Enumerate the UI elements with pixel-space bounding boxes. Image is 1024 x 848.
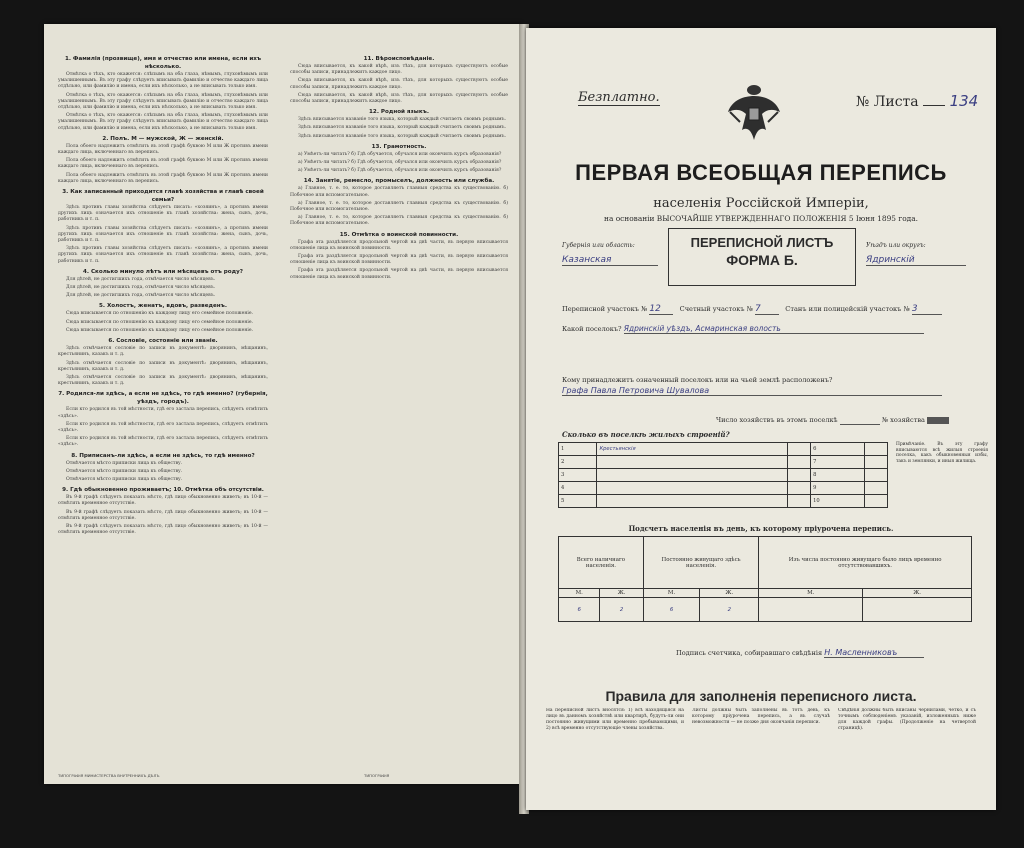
instruction-heading: 2. Полъ. М — мужской, Ж — женскій.: [102, 135, 224, 142]
dwelling-blank: [864, 495, 887, 508]
counter-value: Н. Масленниковъ: [824, 648, 924, 658]
instructions-column-right: [290, 52, 508, 772]
rules-title: Правила для заполненія переписного листа.: [605, 688, 917, 704]
gubernia-value: Казанская: [562, 255, 658, 266]
settlement-value: Ядринскій уѣздъ, Асмаринская волость: [624, 324, 924, 334]
district-row: [562, 304, 982, 315]
instruction-heading: 13. Грамотность.: [371, 143, 427, 150]
police-value: 3: [912, 304, 942, 315]
pop-total-m: 6: [559, 598, 600, 622]
printer-footer-right: ТИПОГРАФІЯ: [364, 773, 390, 778]
instruction-heading: 7. Родился-ли здѣсь, а если не здѣсь, то гдѣ именно? (губернія, уѣздъ, городъ).: [58, 391, 268, 406]
dwelling-row: [559, 443, 888, 456]
sex-label-f: Ж.: [700, 589, 759, 598]
dwelling-blank: [864, 443, 887, 456]
dwelling-type: [597, 456, 788, 469]
settlement-label: Какой поселокъ?: [562, 325, 622, 333]
dwelling-blank: [787, 469, 810, 482]
dwelling-number: 4: [559, 482, 597, 495]
dwelling-number: 2: [559, 456, 597, 469]
form-subtitle: населенія Россійской Имперіи,: [653, 196, 869, 211]
dwelling-type: [597, 469, 788, 482]
form-basis: на основаніи ВЫСОЧАЙШЕ УТВЕРЖДЕННАГО ПОЛОЖЕНІЯ 5 Іюня 1895 года.: [604, 214, 918, 223]
pop-total-f: 2: [600, 598, 643, 622]
rules-column-right: Свѣдѣнія должны быть вписаны чернилами, четко, и съ точнымъ соблюденіемъ указаній, изложенныхъ ниже для каждой графы. (Продолженіе на четвертой страницѣ).: [838, 708, 976, 731]
dwelling-blank: [864, 482, 887, 495]
pop-absent-f: [863, 598, 972, 622]
uezd-value: Ядринскій: [866, 255, 966, 266]
instruction-text: а) Умѣетъ-ли читать? б) Гдѣ обучается, обучался или окончилъ курсъ образованія?: [298, 160, 502, 166]
dwelling-blank: [787, 456, 810, 469]
instruction-text: Отмѣчается мѣсто приписки лица къ обществу.: [66, 468, 183, 474]
list-number: [856, 92, 978, 110]
instruction-text: Отмѣчается мѣсто приписки лица къ обществу.: [66, 476, 183, 482]
dwelling-row: [559, 482, 888, 495]
instruction-text: Отмѣтка о тѣхъ, кто окажется: слѣпымъ на оба глаза, нѣмымъ, глухонѣмымъ или умалишеннымъ. Въ эту графу слѣдуетъ вписывать фамилію и отчество каждаго лица отдѣльно, или фамилію и имена, если ихъ нѣсколько, а не вписывать только имя.: [58, 72, 268, 90]
form-type-line1: ПЕРЕПИСНОЙ ЛИСТЪ: [690, 235, 834, 250]
instruction-heading: 8. Приписанъ-ли здѣсь, а если не здѣсь, то гдѣ именно?: [71, 452, 255, 459]
dwellings-table: [558, 442, 888, 508]
instruction-text: Здѣсь вписывается названіе того языка, который каждый считаетъ своимъ роднымъ.: [298, 133, 506, 139]
instruction-text: Для дѣтей, не достигшихъ года, отмѣчается число мѣсяцевъ.: [66, 293, 216, 299]
instruction-text: Здѣсь отмѣчается сословіе по записи въ документѣ: дворянинъ, мѣщанинъ, крестьянинъ, казакъ и т. д.: [58, 346, 268, 358]
instruction-text: Здѣсь отмѣчается сословіе по записи въ документѣ: дворянинъ, мѣщанинъ, крестьянинъ, казакъ и т. д.: [58, 374, 268, 387]
population-title: Подсчетъ населенія въ день, къ которому пріурочена перепись.: [628, 524, 894, 533]
owner-row: [562, 376, 982, 396]
instruction-text: Въ 9-й графѣ слѣдуетъ показать мѣсто, гдѣ лицо обыкновенно живетъ; въ 10-й — отмѣтить временное отсутствіе.: [58, 523, 268, 536]
dwelling-blank: [787, 482, 810, 495]
printer-footer-left: ТИПОГРАФІЯ МИНИСТЕРСТВА ВНУТРЕННИХЪ ДѢЛЪ: [58, 773, 160, 778]
list-number-value: 134: [949, 92, 979, 110]
pop-header-absent: Изъ числа постоянно живущаго было лицъ временно отсутствовавшихъ.: [759, 537, 972, 589]
free-label: Безплатно.: [578, 90, 660, 105]
dwelling-blank: [787, 495, 810, 508]
form-type-line2: ФОРМА Б.: [726, 252, 798, 268]
owner-value: Графа Павла Петровича Шувалова: [562, 386, 942, 396]
dwelling-count-index: 6: [811, 443, 865, 456]
instruction-text: а) Главное, т. е. то, которое доставляетъ главныя средства къ существованію. б) Побочное или вспомогательное.: [290, 215, 508, 227]
instruction-text: Сюда вписывается по отношенію къ каждому лицу его семейное положеніе.: [66, 319, 254, 325]
dwelling-number: 5: [559, 495, 597, 508]
dwelling-number: 1: [559, 443, 597, 456]
sex-label-f: Ж.: [600, 589, 643, 598]
instruction-text: Здѣсь вписывается названіе того языка, который каждый считаетъ своимъ роднымъ.: [298, 125, 506, 131]
dwelling-number: 3: [559, 469, 597, 482]
district-label: Переписной участокъ №: [562, 305, 648, 313]
dwelling-type: [597, 495, 788, 508]
instruction-text: Графа эта раздѣляется продольной чертой на двѣ части, въ первую вписывается отношеніе лица къ воинской повинности.: [290, 239, 508, 251]
instruction-heading: 9. Гдѣ обыкновенно проживаетъ; 10. Отмѣтка объ отсутствіи.: [62, 487, 264, 494]
sex-label-f: Ж.: [863, 589, 972, 598]
instruction-text: Здѣсь противъ главы хозяйства слѣдуетъ писать: «хозяинъ», а противъ имени другихъ лицъ означается ихъ отношеніе къ главѣ хозяйства: жена, сынъ, дочь, работникъ и т. п.: [58, 225, 268, 244]
instruction-text: Въ 9-й графѣ слѣдуетъ показать мѣсто, гдѣ лицо обыкновенно живетъ; въ 10-й — отмѣтить временное отсутствіе.: [58, 509, 268, 521]
instruction-text: Сюда вписывается, къ какой вѣрѣ, изъ тѣхъ, для которыхъ существуютъ особые способы записи, принадлежитъ каждое лицо.: [290, 64, 508, 76]
instruction-text: Здѣсь вписывается названіе того языка, который каждый считаетъ своимъ роднымъ.: [298, 117, 506, 123]
instruction-text: Здѣсь противъ главы хозяйства слѣдуетъ писать: «хозяинъ», а противъ имени другихъ лицъ означается ихъ отношеніе къ главѣ хозяйства: жена, сынъ, дочь, работникъ и т. п.: [58, 205, 268, 223]
dwelling-count-index: 7: [811, 456, 865, 469]
left-page: [44, 24, 522, 784]
instruction-text: Если кто родился въ той мѣстности, гдѣ его застала перепись, слѣдуетъ отмѣтить «здѣсь».: [58, 407, 268, 419]
pop-header-total: Всего наличнаго населенія.: [559, 537, 644, 589]
dwelling-blank: [787, 443, 810, 456]
households-row: [716, 416, 986, 425]
counter-label: Подпись счетчика, собиравшаго свѣдѣнія: [676, 649, 823, 657]
form-type-box: [668, 228, 856, 286]
pop-permanent-m: 6: [643, 598, 699, 622]
instruction-heading: 6. Сословіе, состояніе или званіе.: [108, 338, 218, 345]
counting-label: Счетный участокъ №: [679, 305, 753, 313]
sex-label-m: М.: [759, 589, 863, 598]
counting-value: 7: [755, 304, 779, 315]
list-number-label: № Листа: [856, 94, 919, 110]
form-title: ПЕРВАЯ ВСЕОБЩАЯ ПЕРЕПИСЬ: [575, 160, 947, 185]
instruction-heading: 15. Отмѣтка о воинской повинности.: [339, 231, 459, 238]
dwellings-note: Примѣчаніе. Въ эту графу вписываются всѣ жилыя строенія поселка, какъ обыкновенныя избы, такъ и землянки, и иныя жилища.: [896, 442, 988, 464]
census-form-page: [526, 28, 996, 810]
instruction-text: а) Умѣетъ-ли читать? б) Гдѣ обучается, обучался или окончилъ курсъ образованія?: [298, 168, 502, 174]
sex-label-m: М.: [559, 589, 600, 598]
instruction-text: Сюда вписывается, къ какой вѣрѣ, изъ тѣхъ, для которыхъ существуютъ особые способы записи, принадлежитъ каждое лицо.: [290, 92, 508, 105]
instruction-heading: 12. Родной языкъ.: [369, 109, 429, 116]
instruction-text: Сюда вписывается по отношенію къ каждому лицу его семейное положеніе.: [66, 311, 254, 317]
instruction-heading: 1. Фамилія (прозвище), имя и отчество или имена, если ихъ нѣсколько.: [64, 56, 262, 70]
rules-column-middle: Листы должны быть заполнены въ тотъ день, къ которому пріурочена перепись, а въ случаѣ невозможности — не позже дня окончанія переписи.: [692, 708, 830, 725]
rules-column-left: На переписной листъ вносятся: 1) всѣ находящіяся на лицо въ данномъ хозяйствѣ или квартирѣ, будутъ-ли они постоянно живущими или временно пребывающими, и 2) всѣ временно отсутствующіе члены хозяйства.: [546, 708, 684, 731]
dwelling-count-index: 9: [811, 482, 865, 495]
instruction-text: Здѣсь противъ главы хозяйства слѣдуетъ писать: «хозяинъ», а противъ имени другихъ лицъ означается ихъ отношеніе къ главѣ хозяйства: жена, сынъ, дочь, работникъ и т. п.: [58, 246, 268, 264]
dwelling-type: Крестьянскія: [597, 443, 788, 456]
instruction-text: Сюда вписывается по отношенію къ каждому лицу его семейное положеніе.: [66, 327, 254, 333]
dwelling-row: [559, 495, 888, 508]
dwelling-type: [597, 482, 788, 495]
houses-label: Число хозяйствъ въ этомъ поселкѣ: [716, 416, 838, 424]
instruction-heading: 11. Вѣроисповѣданіе.: [363, 56, 435, 62]
instruction-text: Пола обоего надлежитъ отмѣтить въ этой графѣ буквою М или Ж противъ имени каждаго лица, включеннаго въ перепись.: [58, 158, 268, 170]
instruction-text: Графа эта раздѣляется продольной чертой на двѣ части, въ первую вписывается отношеніе лица къ воинской повинности.: [290, 268, 508, 280]
imperial-eagle-icon: [726, 82, 782, 144]
instruction-heading: 5. Холостъ, женатъ, вдовъ, разведенъ.: [99, 303, 227, 310]
counter-row: [676, 648, 976, 658]
instruction-text: Сюда вписывается, къ какой вѣрѣ, изъ тѣхъ, для которыхъ существуютъ особые способы записи, принадлежитъ каждое лицо.: [290, 78, 508, 90]
dwelling-count-index: 8: [811, 469, 865, 482]
pop-permanent-f: 2: [700, 598, 759, 622]
pop-header-permanent: Постоянно живущаго здѣсь населенія.: [643, 537, 758, 589]
instruction-text: Для дѣтей, не достигшихъ года, отмѣчается число мѣсяцевъ.: [66, 276, 216, 282]
instruction-text: Для дѣтей, не достигшихъ года, отмѣчается число мѣсяцевъ.: [66, 285, 216, 291]
instruction-text: Если кто родился въ той мѣстности, гдѣ его застала перепись, слѣдуетъ отмѣтить «здѣсь».: [58, 421, 268, 433]
dwelling-blank: [864, 456, 887, 469]
uezd-block: [866, 242, 966, 266]
instruction-text: а) Умѣетъ-ли читать? б) Гдѣ обучается, обучался или окончилъ курсъ образованія?: [298, 151, 502, 157]
gubernia-block: [562, 242, 658, 266]
instructions-column-left: [58, 52, 268, 772]
uezd-label: Уѣздъ или округъ:: [866, 242, 926, 249]
household-label: № хозяйства: [881, 416, 925, 424]
police-label: Станъ или полицейскій участокъ №: [785, 305, 910, 313]
dwelling-row: [559, 469, 888, 482]
owner-label: Кому принадлежитъ означенный поселокъ или на чьей землѣ расположенъ?: [562, 376, 833, 384]
instruction-text: Пола обоего надлежитъ отмѣтить въ этой графѣ буквою М или Ж противъ имени каждаго лица, включеннаго въ перепись.: [58, 172, 268, 184]
instruction-text: а) Главное, т. е. то, которое доставляетъ главныя средства къ существованію. б) Побочное или вспомогательное.: [290, 200, 508, 213]
sex-label-m: М.: [643, 589, 699, 598]
dwelling-count-index: 10: [811, 495, 865, 508]
instruction-heading: 14. Занятіе, ремесло, промыселъ, должность или служба.: [303, 178, 495, 185]
instruction-heading: 3. Как записанный приходится главѣ хозяйства и главѣ своей семьи?: [62, 189, 264, 204]
instruction-text: Отмѣтка о тѣхъ, кто окажется: слѣпымъ на оба глаза, нѣмымъ, глухонѣмымъ или умалишеннымъ. Въ эту графу слѣдуетъ вписывать фамилію и отчество каждаго лица отдѣльно, или фамилію и имена, если ихъ нѣсколько, а не вписывать только имя.: [58, 113, 268, 131]
instruction-text: Отмѣчается мѣсто приписки лица къ обществу.: [66, 460, 183, 466]
instruction-text: а) Главное, т. е. то, которое доставляетъ главныя средства къ существованію. б) Побочное или вспомогательное.: [290, 186, 508, 198]
instruction-text: Пола обоего надлежитъ отмѣтить въ этой графѣ буквою М или Ж противъ имени каждаго лица, включеннаго въ перепись.: [58, 143, 268, 156]
instruction-text: Отмѣтка о тѣхъ, кто окажется: слѣпымъ на оба глаза, нѣмымъ, глухонѣмымъ или умалишеннымъ. Въ эту графу слѣдуетъ вписывать фамилію и отчество каждаго лица отдѣльно, или фамилію и имена, если ихъ нѣсколько, а не вписывать только имя.: [58, 92, 268, 111]
dwelling-row: [559, 456, 888, 469]
population-table: [558, 536, 972, 622]
instruction-text: Въ 9-й графѣ слѣдуетъ показать мѣсто, гдѣ лицо обыкновенно живетъ; въ 10-й — отмѣтить временное отсутствіе.: [58, 495, 268, 507]
instruction-text: Графа эта раздѣляется продольной чертой на двѣ части, въ первую вписывается отношеніе лица къ воинской повинности.: [290, 254, 508, 266]
pop-absent-m: [759, 598, 863, 622]
dwellings-question: Сколько въ поселкѣ жилыхъ строеній?: [562, 430, 730, 439]
gubernia-label: Губернія или область:: [562, 242, 635, 249]
instruction-text: Здѣсь отмѣчается сословіе по записи въ документѣ: дворянинъ, мѣщанинъ, крестьянинъ, казакъ и т. д.: [58, 360, 268, 372]
dwelling-blank: [864, 469, 887, 482]
instruction-heading: 4. Сколько минуло лѣтъ или мѣсяцевъ отъ роду?: [82, 268, 244, 275]
district-value: 12: [649, 304, 673, 315]
settlement-row: [562, 324, 982, 334]
instruction-text: Если кто родился въ той мѣстности, гдѣ его застала перепись, слѣдуетъ отмѣтить «здѣсь».: [58, 436, 268, 448]
